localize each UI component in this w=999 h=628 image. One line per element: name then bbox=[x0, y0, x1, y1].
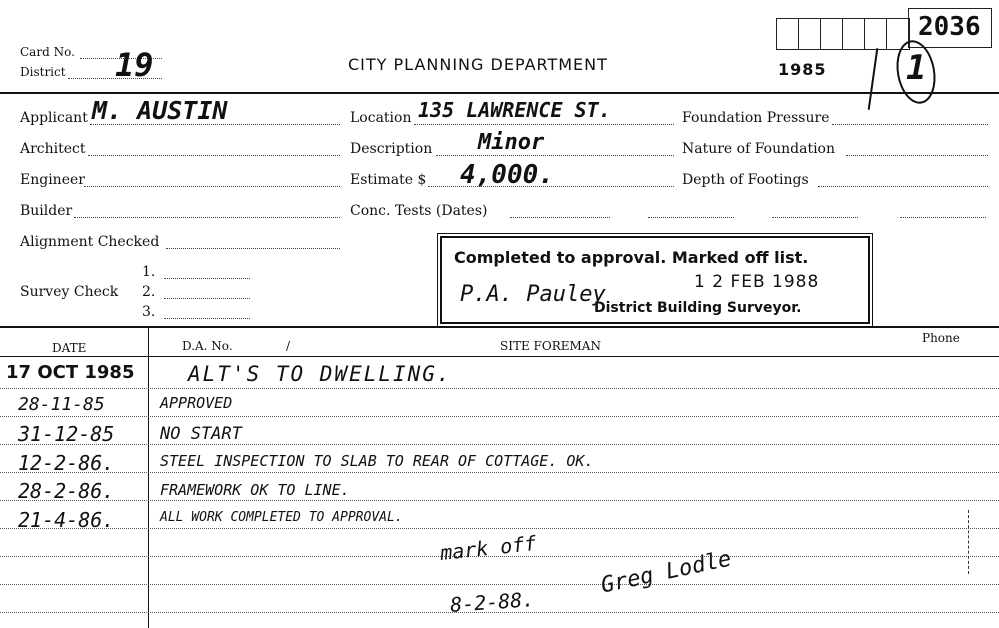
survey-item-3: 3. bbox=[142, 304, 156, 320]
file-box bbox=[798, 18, 821, 50]
location-label: Location bbox=[350, 110, 412, 126]
stamp-role: District Building Surveyor. bbox=[594, 300, 802, 316]
row-entry: ALL WORK COMPLETED TO APPROVAL. bbox=[160, 510, 403, 525]
col-foreman: SITE FOREMAN bbox=[500, 339, 601, 353]
row-date: 17 OCT 1985 bbox=[6, 362, 135, 383]
file-box bbox=[820, 18, 843, 50]
col-da: D.A. No. bbox=[182, 339, 233, 353]
note-mark-off: mark off bbox=[439, 531, 538, 565]
nature-foundation-label: Nature of Foundation bbox=[682, 141, 835, 157]
row-date: 12-2-86. bbox=[18, 451, 115, 475]
year: 1985 bbox=[778, 60, 827, 79]
architect-label: Architect bbox=[20, 141, 86, 157]
survey-item-1: 1. bbox=[142, 264, 156, 280]
note-date: 8-2-88. bbox=[449, 587, 536, 617]
file-box bbox=[842, 18, 865, 50]
handwritten-stroke bbox=[868, 48, 879, 110]
note-signature: Greg Lodle bbox=[598, 546, 734, 599]
applicant-value: M. AUSTIN bbox=[92, 96, 228, 125]
approval-stamp bbox=[440, 236, 870, 324]
date-column-divider bbox=[148, 326, 149, 628]
conc-tests-label: Conc. Tests (Dates) bbox=[350, 203, 488, 219]
depth-footings-label: Depth of Footings bbox=[682, 172, 809, 188]
row-date: 31-12-85 bbox=[18, 422, 115, 446]
description-label: Description bbox=[350, 141, 433, 157]
stamp-signature: P.A. Pauley bbox=[460, 282, 606, 307]
estimate-value: 4,000. bbox=[460, 160, 554, 190]
card-no-label: Card No. bbox=[20, 45, 75, 59]
district-label: District bbox=[20, 65, 66, 79]
handwritten-mark: 1 bbox=[906, 48, 927, 88]
stamp-date: 1 2 FEB 1988 bbox=[694, 272, 820, 292]
col-date: DATE bbox=[52, 341, 87, 355]
survey-label: Survey Check bbox=[20, 284, 119, 300]
row-entry: STEEL INSPECTION TO SLAB TO REAR OF COTTAGE. OK. bbox=[160, 452, 594, 470]
applicant-label: Applicant bbox=[20, 110, 88, 126]
row-date: 28-11-85 bbox=[18, 394, 105, 415]
row-entry: NO START bbox=[160, 424, 242, 444]
engineer-label: Engineer bbox=[20, 172, 85, 188]
col-phone: Phone bbox=[922, 331, 960, 345]
stamp-line1: Completed to approval. Marked off list. bbox=[454, 248, 809, 267]
row-entry: ALT'S TO DWELLING. bbox=[188, 362, 452, 386]
survey-item-2: 2. bbox=[142, 284, 156, 300]
file-number: 2036 bbox=[918, 12, 981, 42]
row-date: 21-4-86. bbox=[18, 508, 115, 532]
description-value: Minor bbox=[478, 130, 545, 155]
row-entry: APPROVED bbox=[160, 394, 233, 412]
location-value: 135 LAWRENCE ST. bbox=[418, 98, 611, 122]
margin-mark bbox=[968, 510, 969, 574]
file-box bbox=[864, 18, 887, 50]
col-slash: / bbox=[286, 339, 291, 353]
alignment-label: Alignment Checked bbox=[20, 234, 160, 250]
card-no-value: 19 bbox=[115, 46, 154, 84]
estimate-label: Estimate $ bbox=[350, 172, 427, 188]
department-title: CITY PLANNING DEPARTMENT bbox=[348, 55, 608, 74]
row-entry: FRAMEWORK OK TO LINE. bbox=[160, 481, 350, 499]
builder-label: Builder bbox=[20, 203, 73, 219]
row-date: 28-2-86. bbox=[18, 479, 115, 503]
foundation-pressure-label: Foundation Pressure bbox=[682, 110, 830, 126]
file-box bbox=[776, 18, 799, 50]
